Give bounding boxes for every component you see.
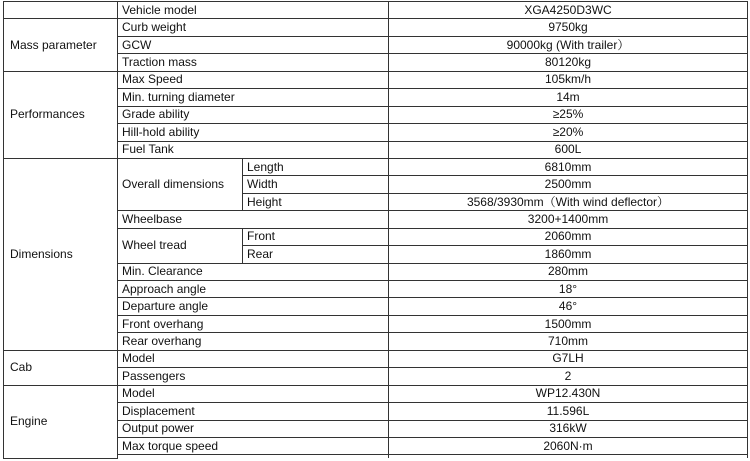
item-cell: Fuel Tank xyxy=(118,141,389,158)
value-cell xyxy=(389,455,748,459)
category-cell: Engine xyxy=(4,385,118,458)
sub-item-cell: Front xyxy=(243,228,389,245)
item-cell: Front overhang xyxy=(118,315,389,332)
item-cell: Rear overhang xyxy=(118,333,389,350)
value-cell: 2 xyxy=(389,368,748,385)
value-cell: 600L xyxy=(389,141,748,158)
value-cell: 90000kg (With trailer） xyxy=(389,36,748,53)
value-cell: 18° xyxy=(389,281,748,298)
item-cell: Model xyxy=(118,350,389,367)
item-cell: Hill-hold ability xyxy=(118,124,389,141)
table-row xyxy=(4,350,748,367)
table-row xyxy=(4,19,748,36)
category-cell: Performances xyxy=(4,71,118,158)
sub-item-cell: Length xyxy=(243,158,389,175)
item-cell: Displacement xyxy=(118,403,389,420)
item-cell: Grade ability xyxy=(118,106,389,123)
value-cell: 3568/3930mm（With wind deflector） xyxy=(389,193,748,210)
spec-table xyxy=(3,1,748,459)
item-cell: Passengers xyxy=(118,368,389,385)
category-cell: Dimensions xyxy=(4,158,118,350)
sub-item-cell: Width xyxy=(243,176,389,193)
item-cell: Curb weight xyxy=(118,19,389,36)
item-cell xyxy=(118,455,389,459)
value-cell: 280mm xyxy=(389,263,748,280)
value-cell: 6810mm xyxy=(389,158,748,175)
value-cell: 11.596L xyxy=(389,403,748,420)
value-cell: 3200+1400mm xyxy=(389,211,748,228)
item-cell: Departure angle xyxy=(118,298,389,315)
category-cell: Mass parameter xyxy=(4,19,118,71)
value-cell: ≥20% xyxy=(389,124,748,141)
table-row xyxy=(4,71,748,88)
item-cell: Traction mass xyxy=(118,54,389,71)
table-row xyxy=(4,158,748,175)
value-cell: XGA4250D3WC xyxy=(389,2,748,19)
value-cell: 46° xyxy=(389,298,748,315)
item-cell: Min. Clearance xyxy=(118,263,389,280)
item-cell: Model xyxy=(118,385,389,402)
item-cell: Min. turning diameter xyxy=(118,89,389,106)
sub-item-cell: Rear xyxy=(243,246,389,263)
item-cell: Output power xyxy=(118,420,389,437)
value-cell: G7LH xyxy=(389,350,748,367)
item-cell: Max torque speed xyxy=(118,437,389,454)
value-cell: 2500mm xyxy=(389,176,748,193)
value-cell: 80120kg xyxy=(389,54,748,71)
value-cell: 105km/h xyxy=(389,71,748,88)
item-cell: GCW xyxy=(118,36,389,53)
value-cell: ≥25% xyxy=(389,106,748,123)
value-cell: 14m xyxy=(389,89,748,106)
item-cell: Vehicle model xyxy=(118,2,389,19)
category-cell xyxy=(4,2,118,19)
table-row xyxy=(4,2,748,19)
value-cell: 316kW xyxy=(389,420,748,437)
value-cell: 2060N·m xyxy=(389,437,748,454)
category-cell: Cab xyxy=(4,350,118,385)
value-cell: 710mm xyxy=(389,333,748,350)
sub-item-cell: Height xyxy=(243,193,389,210)
item-cell: Wheelbase xyxy=(118,211,389,228)
value-cell: 2060mm xyxy=(389,228,748,245)
value-cell: 9750kg xyxy=(389,19,748,36)
item-cell: Approach angle xyxy=(118,281,389,298)
value-cell: 1860mm xyxy=(389,246,748,263)
table-row xyxy=(4,385,748,402)
item-cell: Max Speed xyxy=(118,71,389,88)
item-cell: Overall dimensions xyxy=(118,158,243,210)
value-cell: 1500mm xyxy=(389,315,748,332)
value-cell: WP12.430N xyxy=(389,385,748,402)
item-cell: Wheel tread xyxy=(118,228,243,263)
